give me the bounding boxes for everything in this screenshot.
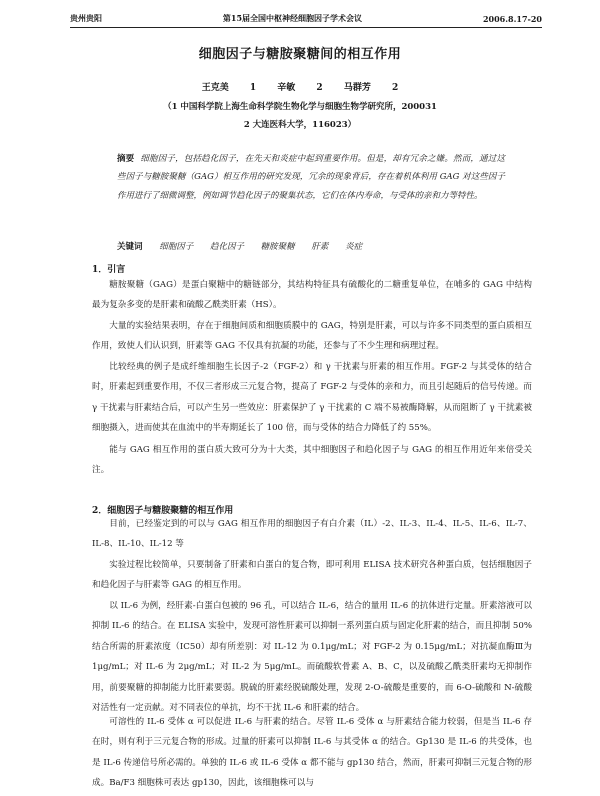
author-list (0, 80, 600, 93)
affiliation-line: 2 大连医科大学，116023） (243, 120, 357, 130)
header-date: 2006.8.17-20 (482, 14, 542, 24)
keywords-label: 关键词 (117, 242, 143, 252)
abstract-label: 摘要 (117, 154, 135, 164)
running-header (70, 13, 542, 28)
abstract-text: 细胞因子，包括趋化因子，在先天和炎症中起到重要作用。但是，却有冗余之嫌。然而，通过这些因子与糖胺聚糖（GAG）相互作用的研究发现，冗余的现象背后，存在着机体利用 GAG 对这些因子作用进行了细微调整，例如调节趋化因子的聚集状态，它们在体内寿命，与受体的亲和力等特性。 (117, 154, 505, 201)
body-paragraph: 实验过程比较简单，只要制备了肝素和白蛋白的复合物，即可利用 ELISA 技术研究各种蛋白质，包括细胞因子和趋化因子与肝素等 GAG 的相互作用。 (92, 560, 532, 591)
paper-title: 细胞因子与糖胺聚糖间的相互作用 (198, 47, 402, 62)
keywords (117, 240, 505, 252)
author: 马群芳 2 (343, 83, 399, 93)
section-heading: 1．引言 (92, 265, 126, 275)
body-paragraph: 糖胺聚糖（GAG）是蛋白聚糖中的糖链部分，其结构特征具有硫酸化的二糖重复单位，在哺多的 GAG 中结构最为复杂多变的是肝素和硫酸乙酰类肝素（HS）。 (92, 280, 532, 311)
body-paragraph: 大量的实验结果表明，存在于细胞间质和细胞质膜中的 GAG，特别是肝素，可以与许多不同类型的蛋白质相互作用，致使人们认识到，肝素等 GAG 不仅具有抗凝的功能，还参与了不少生理和病理过程。 (92, 321, 532, 352)
body-paragraph: 能与 GAG 相互作用的蛋白质大致可分为十大类，其中细胞因子和趋化因子与 GAG 的相互作用近年来倍受关注。 (92, 445, 532, 476)
affiliation-line: （1 中国科学院上海生命科学院生物化学与细胞生物学研究所，200031 (163, 102, 437, 112)
keyword: 趋化因子 (209, 242, 244, 252)
keyword: 肝素 (311, 242, 329, 252)
section-heading: 2．细胞因子与糖胺聚糖的相互作用 (92, 506, 234, 516)
body-paragraph: 以 IL-6 为例，经肝素-白蛋白包被的 96 孔，可以结合 IL-6，结合的量用 IL-6 的抗体进行定量。肝素溶液可以抑制 IL-6 的结合。在 ELISA 实验中，发现可溶性肝素可以抑制一系列蛋白质与固定化肝素的结合，而且抑制 50%结合所需的肝素浓度（IC50）却有所差别：对 IL-12 为 0.1μg/mL；对 FGF-2 为 0.15μg/mL；对抗凝血酶Ⅲ为 1μg/mL；对 IL-6 为 2μg/mL；对 IL-2 为 5μg/mL。而硫酸软骨素 A、B、C，以及硫酸乙酰类肝素均无抑制作用，前要聚糖的抑制能力比肝素要弱。脱硫的肝素经脱硫酸处理，发现 2-O-硫酸是重要的，而 6-O-硫酸和 N-硫酸对活性有一定贡献。对不同表位的单抗，均不干扰 IL-6 和肝素的结合。 (92, 601, 532, 714)
keyword: 糖胺聚糖 (260, 242, 295, 252)
header-location: 贵州贵阳 (70, 13, 102, 23)
header-conference: 第15届全国中枢神经细胞因子学术会议 (222, 13, 363, 23)
author: 王克美 1 (201, 83, 257, 93)
abstract (117, 150, 505, 205)
author: 辛敏 2 (277, 83, 323, 93)
keyword: 炎症 (345, 242, 363, 252)
keyword: 细胞因子 (159, 242, 194, 252)
body-paragraph: 比较经典的例子是成纤维细胞生长因子-2（FGF-2）和 γ 干扰素与肝素的相互作用。FGF-2 与其受体的结合时，肝素起到重要作用，不仅三者形成三元复合物，提高了 FGF-2 与受体的亲和力，而且引起随后的信号传递。而 γ 干扰素与肝素结合后，可以产生另一些效应：肝素保护了 γ 干扰素的 C 端不易被酶降解，从而阻断了 γ 干扰素被细胞摄入，进而使其在血流中的半寿期延长了 100 倍，而与受体的结合力降低了约 55%。 (92, 362, 532, 434)
body-paragraph: 可溶性的 IL-6 受体 α 可以促进 IL-6 与肝素的结合。尽管 IL-6 受体 α 与肝素结合能力较弱，但是当 IL-6 存在时，则有利于三元复合物的形成。过量的肝素可以抑制 IL-6 与其受体 α 的结合。Gp130 是 IL-6 的共受体，也是 IL-6 传递信号所必需的。单独的 IL-6 或 IL-6 受体 α 都不能与 gp130 结合，然而，肝素可抑制三元复合物的形成。Ba/F3 细胞株可表达 gp130，因此，该细胞株可以与 (92, 717, 532, 789)
body-paragraph: 目前，已经鉴定到的可以与 GAG 相互作用的细胞因子有白介素（IL）-2、IL-3、IL-4、IL-5、IL-6、IL-7、IL-8、IL-10、IL-12 等 (92, 519, 532, 550)
